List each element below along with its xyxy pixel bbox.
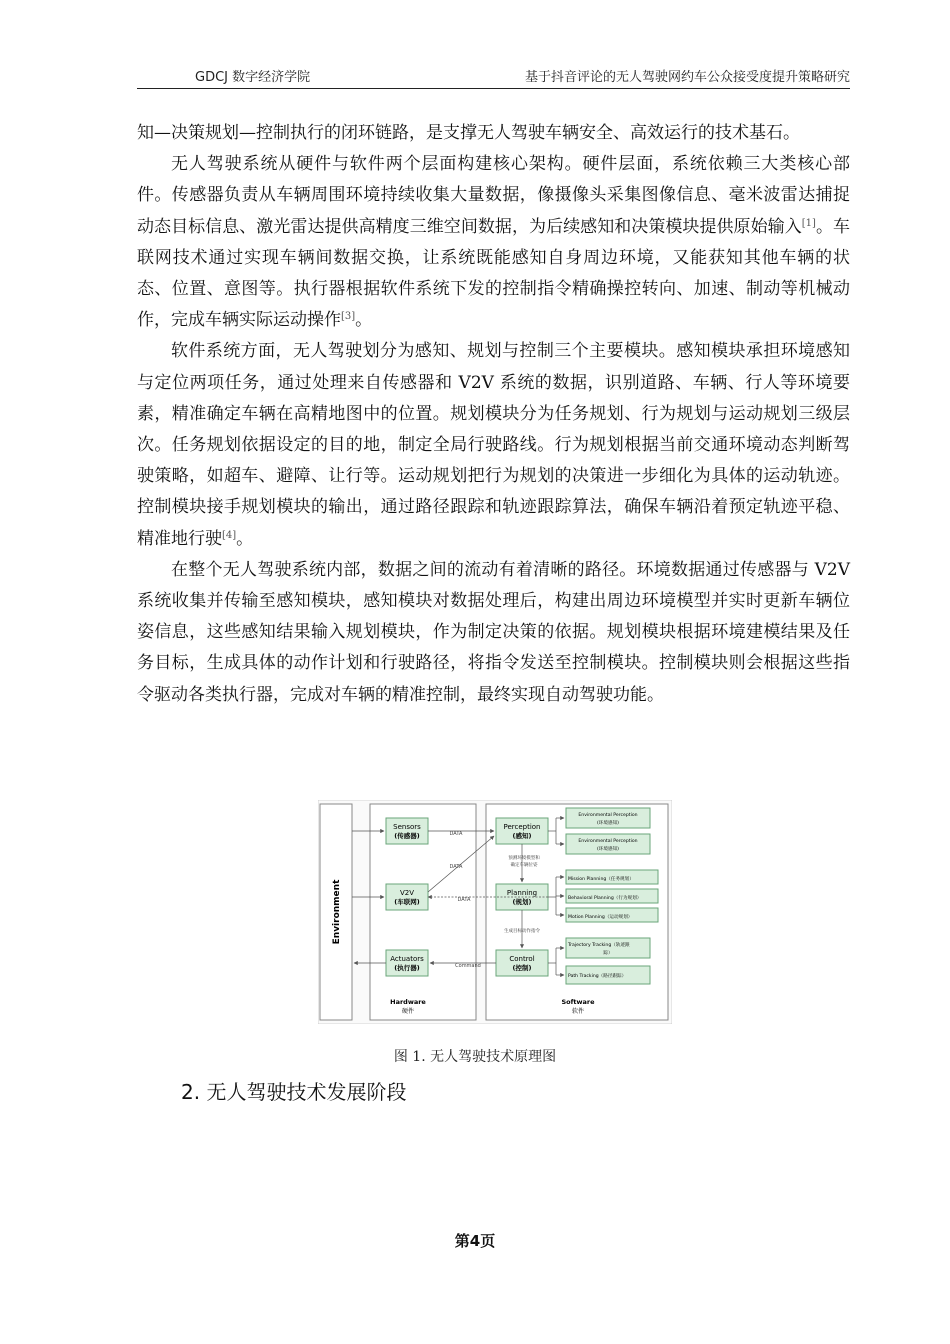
motion-planning-label: Motion Planning（运动规划） <box>568 915 633 920</box>
sensors-label-cn: (传感器) <box>394 832 420 840</box>
software-label-cn: 软件 <box>571 1008 585 1015</box>
trajectory-tracking-label-2: 踪） <box>603 951 613 956</box>
page-number: 第4页 <box>454 1232 496 1250</box>
note-perception-2: 确定车辆位姿 <box>510 863 538 868</box>
section-heading: 2. 无人驾驶技术发展阶段 <box>181 1080 407 1104</box>
actuators-label: Actuators <box>390 955 424 963</box>
note-planning: 生成目标动作指令 <box>504 929 540 934</box>
env-perception-label-1: Environmental Perception <box>578 813 638 818</box>
actuators-box <box>386 950 428 976</box>
v2v-box <box>386 884 428 910</box>
perception-label-cn: (感知) <box>512 832 532 840</box>
hardware-label-cn: 硬件 <box>401 1008 415 1015</box>
edge-label-data-3: DATA <box>457 897 471 903</box>
paragraph-4: 在整个无人驾驶系统内部，数据之间的流动有着清晰的路径。环境数据通过传感器与 V2V 系统收集并传输至感知模块，感知模块对数据处理后，构建出周边环境模型并实时更新车辆位姿信息，这些感知结果输入规划模块，作为制定决策的依据。规划模块根据环境建模结果及任务目标，生成具体的动作计划和行驶路径，将指令发送至控制模块。控制模块则会根据这些指令驱动各类执行器，完成对车辆的精准控制，最终实现自动驾驶功能。 <box>137 559 850 705</box>
planning-label: Planning <box>506 889 538 897</box>
env-perception-label-cn-1: (环境感知) <box>597 821 619 826</box>
control-box <box>496 950 548 976</box>
note-perception-1: 预测环境模型和 <box>508 856 540 861</box>
perception-box <box>496 818 548 844</box>
edge-label-command: Command <box>455 963 481 969</box>
env-perception-label-2: Environmental Perception <box>578 839 638 844</box>
behavioral-planning-label: Behavioral Planning（行为规划） <box>568 896 642 901</box>
planning-label-cn: (规划) <box>512 898 532 906</box>
perception-label: Perception <box>503 823 541 831</box>
figure-caption: 图 1. 无人驾驶技术原理图 <box>393 1049 557 1065</box>
v2v-label: V2V <box>399 889 415 897</box>
header-rule <box>137 88 850 89</box>
header-right: 基于抖音评论的无人驾驶网约车公众接受度提升策略研究 <box>524 70 850 85</box>
edge-label-data-1: DATA <box>449 831 463 837</box>
mission-planning-label: Mission Planning（任务规划） <box>568 877 634 882</box>
paragraph-3: 软件系统方面，无人驾驶划分为感知、规划与控制三个主要模块。感知模块承担环境感知与定位两项任务，通过处理来自传感器和 V2V 系统的数据，识别道路、车辆、行人等环境要素，精准确定车辆在高精地图中的位置。规划模块分为任务规划、行为规划与运动规划三级层次。任务规划依据设定的目的地，制定全局行驶路线。行为规划根据当前交通环境动态判断驾驶策略，如超车、避障、让行等。运动规划把行为规划的决策进一步细化为具体的运动轨迹。控制模块接手规划模块的输出，通过路径跟踪和轨迹跟踪算法，确保车辆沿着预定轨迹平稳、精准地行驶[4]。 <box>137 341 850 549</box>
trajectory-tracking-label: Trajectory Tracking（轨迹跟 <box>568 943 630 948</box>
body-text <box>137 118 850 711</box>
header-left: GDCJ 数字经济学院 <box>195 70 311 85</box>
citation[interactable]: [4] <box>222 529 237 541</box>
software-label: Software <box>561 998 595 1006</box>
v2v-label-cn: (车联网) <box>394 898 420 906</box>
actuators-label-cn: (执行器) <box>394 964 420 972</box>
citation[interactable]: [1] <box>801 217 816 229</box>
citation[interactable]: [3] <box>341 311 356 323</box>
paragraph-2: 无人驾驶系统从硬件与软件两个层面构建核心架构。硬件层面，系统依赖三大类核心部件。传感器负责从车辆周围环境持续收集大量数据，像摄像头采集图像信息、毫米波雷达捕捉动态目标信息、激光雷达提供高精度三维空间数据，为后续感知和决策模块提供原始输入[1]。车联网技术通过实现车辆间数据交换，让系统既能感知自身周边环境，又能获知其他车辆的状态、位置、意图等。执行器根据软件系统下发的控制指令精确操控转向、加速、制动等机械动作，完成车辆实际运动操作[3]。 <box>137 154 851 331</box>
sensors-box <box>386 818 428 844</box>
control-label-cn: (控制) <box>512 964 532 972</box>
env-perception-label-cn-2: (环境感知) <box>597 847 619 852</box>
architecture-diagram <box>318 800 672 1024</box>
paragraph-1: 知—决策规划—控制执行的闭环链路，是支撑无人驾驶车辆安全、高效运行的技术基石。 <box>137 123 800 143</box>
path-tracking-label: Path Tracking（路径跟踪） <box>568 974 627 979</box>
hardware-label: Hardware <box>390 998 426 1006</box>
control-label: Control <box>509 955 535 963</box>
page-header <box>137 66 850 86</box>
environment-label: Environment <box>332 879 342 945</box>
edge-label-data-2: DATA <box>449 864 463 870</box>
sensors-label: Sensors <box>393 823 421 831</box>
